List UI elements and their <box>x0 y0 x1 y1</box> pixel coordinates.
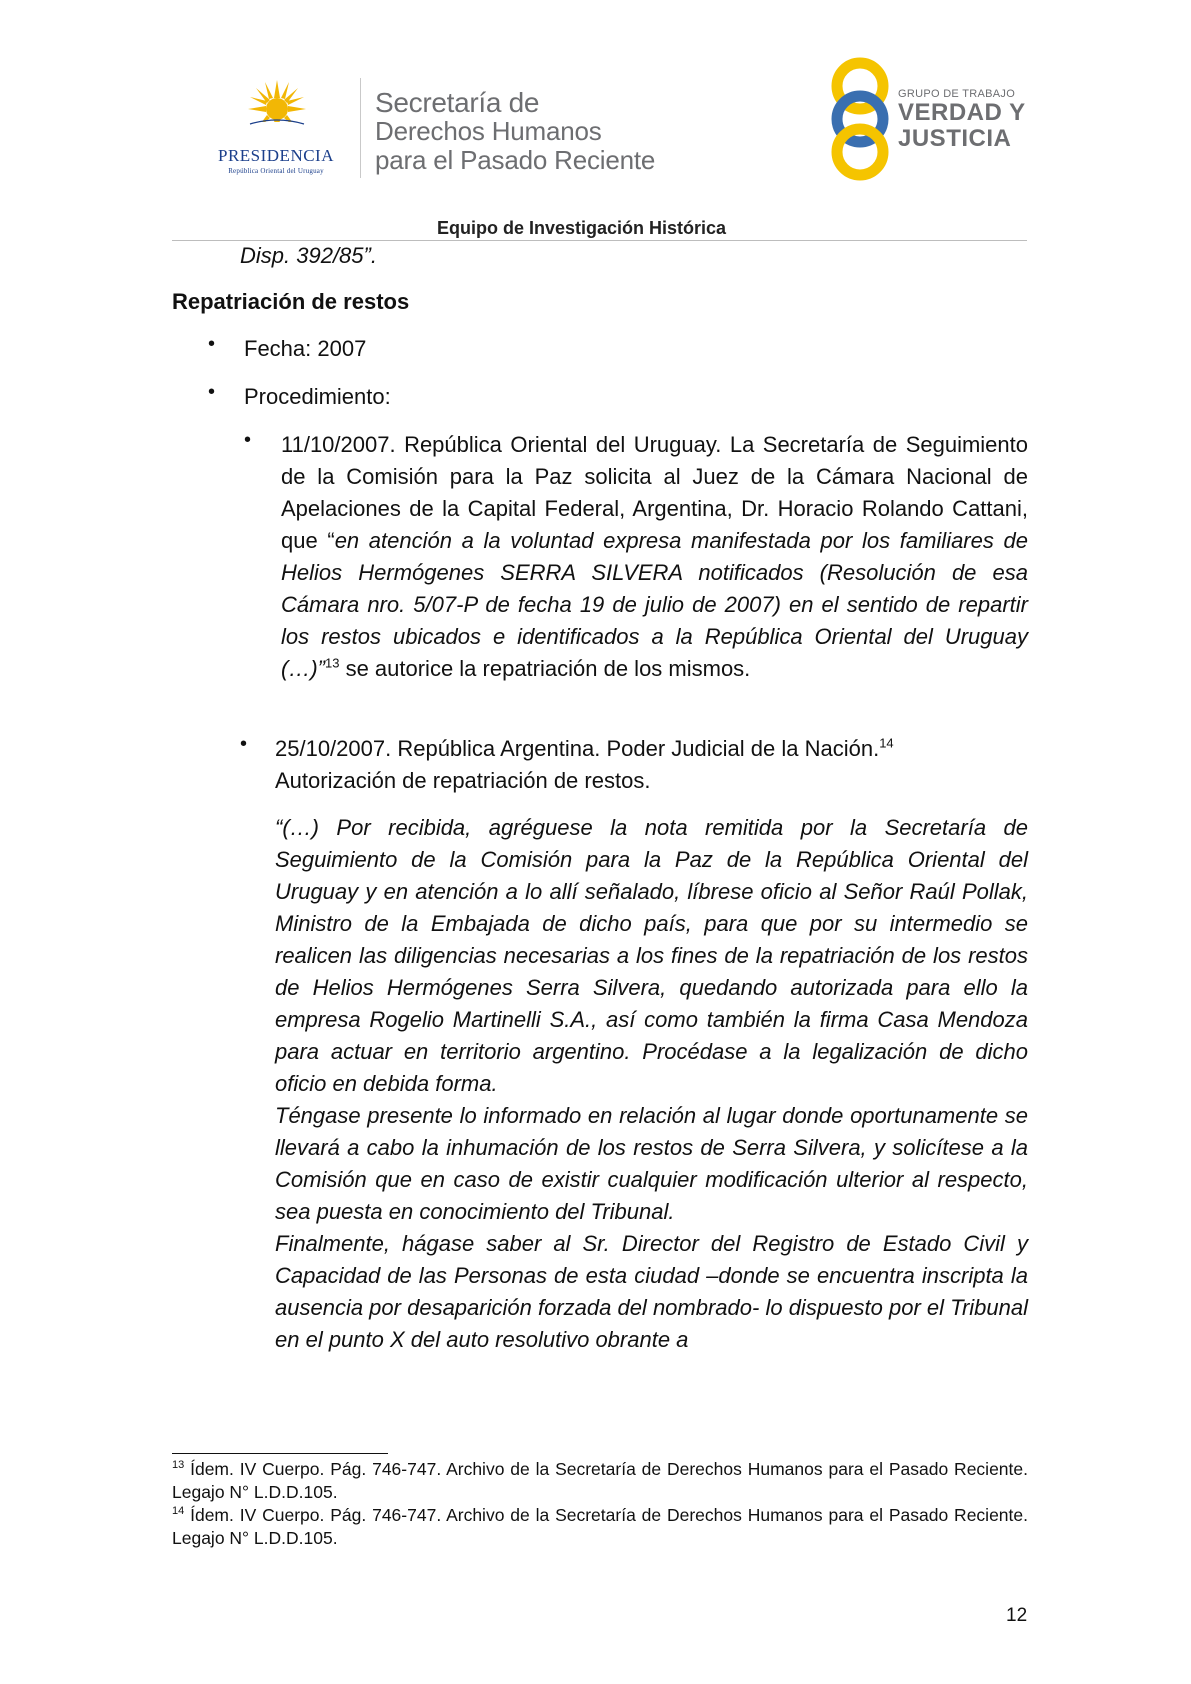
procedimiento-item: Procedimiento: <box>244 384 391 409</box>
team-title: Equipo de Investigación Histórica <box>437 218 727 238</box>
secretaria-line-1: Secretaría de <box>375 87 540 118</box>
grupo-line-1: GRUPO DE TRABAJO <box>898 88 1016 100</box>
verdad-justicia-rings-icon <box>820 56 900 182</box>
grupo-line-2: VERDAD Y <box>898 99 1026 126</box>
quote-paragraph-2: Téngase presente lo informado en relación al lugar donde oportunamente se llevará a cabo la inhumación de los restos de Serra Silvera, y solicítese a la Comisión que en caso de existir cualquier modificación ulterior al respecto, sea puesta en conocimiento del Tribunal. <box>275 1103 1028 1224</box>
quote-paragraph-3: Finalmente, hágase saber al Sr. Director del Registro de Estado Civil y Capacidad de las Personas de esta ciudad –donde se encuentra inscripta la ausencia por desaparición forzada del nombrado- lo dispuesto por el Tribunal en el punto X del auto resolutivo obrante a <box>275 1231 1028 1352</box>
court-quote <box>275 812 1028 1356</box>
bullet-icon: • <box>244 429 252 451</box>
procedure-item-2-subtitle: Autorización de repatriación de restos. <box>275 768 651 793</box>
secretaria-logo-text <box>375 88 655 175</box>
page-number: 12 <box>1006 1605 1028 1626</box>
bullet-icon: • <box>208 333 216 355</box>
bullet-icon: • <box>240 733 248 755</box>
footnote-14 <box>172 1504 1028 1550</box>
footnote-text: Ídem. IV Cuerpo. Pág. 746-747. Archivo de la Secretaría de Derechos Humanos para el Pasado Reciente. Legajo N° L.D.D.105. <box>172 1459 1028 1502</box>
footnote-number: 13 <box>172 1459 185 1472</box>
section-heading: Repatriación de restos <box>172 289 410 314</box>
procedure-item-1-intro: 11/10/2007. República Oriental del Uruguay. La Secretaría de Seguimiento de la Comisión para la Paz solicita al Juez de la Cámara Nacional de Apelaciones de la Capital Federal, Argentina, Dr. Horacio Rolando Cattani, que “ <box>281 432 1028 553</box>
secretaria-line-2: Derechos Humanos <box>375 116 602 146</box>
footnote-ref-13: 13 <box>324 655 340 671</box>
procedure-item-1-quote: en atención a la voluntad expresa manifestada por los familiares de Helios Hermógenes SERRA SILVERA notificados (Resolución de esa Cámara nro. 5/07-P de fecha 19 de julio de 2007) en el sentido de repartir los restos ubicados e identificados a la República Oriental del Uruguay (…)” <box>281 528 1028 681</box>
grupo-line-3: JUSTICIA <box>898 125 1012 152</box>
fecha-item: Fecha: 2007 <box>244 336 367 361</box>
footnote-13 <box>172 1458 1028 1504</box>
procedure-item-2-title: 25/10/2007. República Argentina. Poder Judicial de la Nación. <box>275 736 880 761</box>
sun-icon <box>246 78 308 140</box>
procedure-item-1 <box>281 429 1028 685</box>
disp-line: Disp. 392/85”. <box>240 243 377 268</box>
footnote-rule <box>172 1453 388 1454</box>
presidencia-logo <box>196 78 356 178</box>
procedure-item-1-outro: se autorice la repatriación de los mismos. <box>339 656 751 681</box>
header-divider <box>360 78 361 178</box>
bullet-icon: • <box>208 381 216 403</box>
presidencia-title: PRESIDENCIA <box>217 146 334 165</box>
secretaria-line-3: para el Pasado Reciente <box>375 145 656 175</box>
presidencia-subtitle: República Oriental del Uruguay <box>228 167 324 175</box>
footnote-number: 14 <box>172 1505 185 1518</box>
footnote-text: Ídem. IV Cuerpo. Pág. 746-747. Archivo de la Secretaría de Derechos Humanos para el Pasado Reciente. Legajo N° L.D.D.105. <box>172 1505 1028 1548</box>
grupo-trabajo-text <box>898 88 1026 152</box>
procedure-item-2 <box>275 733 1028 797</box>
footnote-ref-14: 14 <box>879 735 894 751</box>
quote-paragraph-1: “(…) Por recibida, agréguese la nota remitida por la Secretaría de Seguimiento de la Comisión para la Paz de la República Oriental del Uruguay y en atención a lo allí señalado, líbrese oficio al Señor Raúl Pollak, Ministro de la Embajada de dicho país, para que por su intermedio se realicen las diligencias necesarias a los fines de la repatriación de los restos de Helios Hermógenes Serra Silvera, quedando autorizada para ello la empresa Rogelio Martinelli S.A., así como también la firma Casa Mendoza para actuar en territorio argentino. Procédase a la legalización de dicho oficio en debida forma. <box>275 815 1028 1096</box>
